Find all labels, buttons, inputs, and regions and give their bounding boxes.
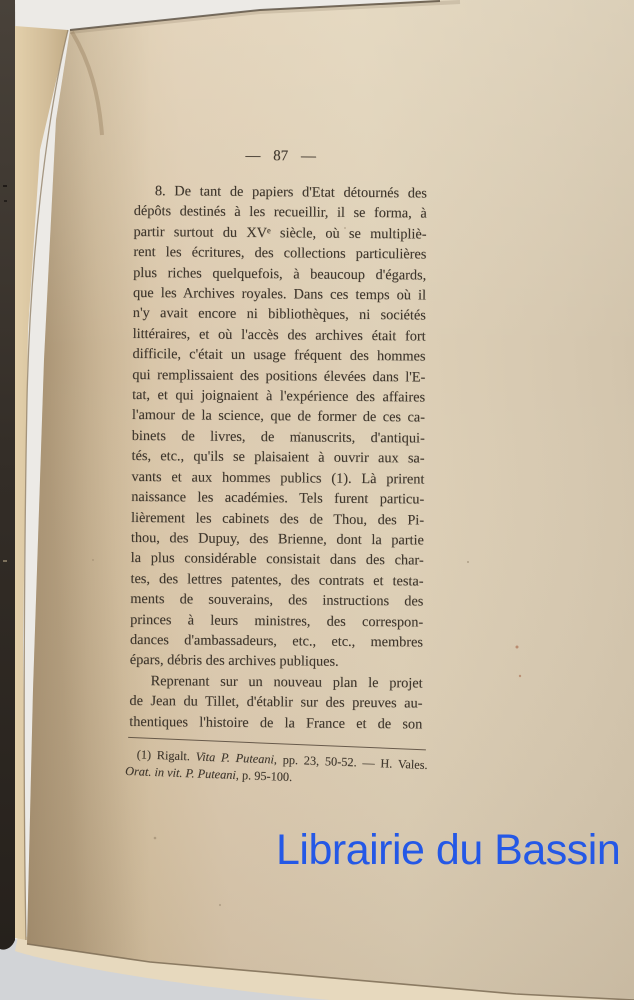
- text-line: littéraires, et où l'accès des archives était fort: [132, 325, 426, 345]
- footnote-text-segment: , p. 95-100.: [235, 767, 293, 784]
- text-line: difficile, c'était un usage fréquent des hommes: [132, 346, 426, 365]
- text-line: tat, et qui joignaient à l'expérience des affaires: [132, 387, 426, 406]
- text-line: rent les écritures, des collections particulières: [133, 244, 427, 263]
- body-text: [129, 181, 427, 735]
- text-line: l'amour de la science, que de former de ces ca-: [131, 407, 426, 426]
- footnote-text-segment: , pp. 23, 50-52. — H. Vales.: [273, 752, 428, 772]
- paragraph-1: [130, 181, 427, 673]
- text-line: thou, des Dupuy, des Brienne, dont la partie: [130, 529, 424, 549]
- text-line: princes à leurs ministres, des correspon-: [130, 611, 424, 631]
- text-line: lièrement les cabinets des de Thou, des Pi-: [130, 509, 425, 528]
- paragraph-2: [129, 671, 423, 735]
- page-number: — 87 —: [245, 147, 317, 165]
- text-line: Reprenant sur un nouveau plan le projet: [150, 672, 423, 692]
- text-line: thentiques l'histoire de la France et de son: [129, 713, 423, 733]
- text-line: binets de livres, de manuscrits, d'antiqui-: [131, 427, 425, 447]
- text-line: vants et aux hommes publics (1). Là prirent: [131, 468, 425, 488]
- footnote: [125, 746, 428, 790]
- text-line: de Jean du Tillet, d'établir sur des preuves au-: [129, 693, 423, 712]
- text-line: la plus considérable consistait dans des char-: [130, 550, 424, 569]
- text-line: plus riches quelquefois, à beaucoup d'égards,: [133, 264, 427, 284]
- text-line: dances d'ambassadeurs, etc., etc., membres: [129, 631, 424, 651]
- text-line: ments de souverains, des instructions des: [130, 591, 424, 610]
- text-line: tes, des lettres patentes, des contrats et testa-: [130, 570, 424, 590]
- text-line: épars, débris des archives publiques.: [129, 652, 339, 671]
- text-line: n'y avait encore ni bibliothèques, ni sociétés: [132, 305, 426, 324]
- footnote-italic-segment: Vita P. Puteani: [195, 749, 275, 767]
- footnote-text-segment: (1) Rigalt.: [136, 747, 196, 764]
- text-line: que les Archives royales. Dans ces temps où il: [132, 284, 427, 304]
- text-line: dépôts destinés à les recueillir, il se forma, à: [133, 203, 427, 222]
- bookseller-watermark: Librairie du Bassin: [276, 826, 621, 874]
- text-line: naissance les académies. Tels furent particu-: [131, 489, 425, 508]
- text-line: qui remplissaient des positions élevées dans l'E-: [132, 366, 426, 386]
- text-line: 8. De tant de papiers d'Etat détournés des: [154, 183, 427, 202]
- text-line: partir surtout du XVᵉ siècle, où se multipliè-: [133, 223, 427, 243]
- text-line: tés, etc., qu'ils se plaisaient à ouvrir aux sa-: [131, 448, 425, 467]
- footnote-italic-segment: Orat. in vit. P. Puteani: [124, 763, 237, 782]
